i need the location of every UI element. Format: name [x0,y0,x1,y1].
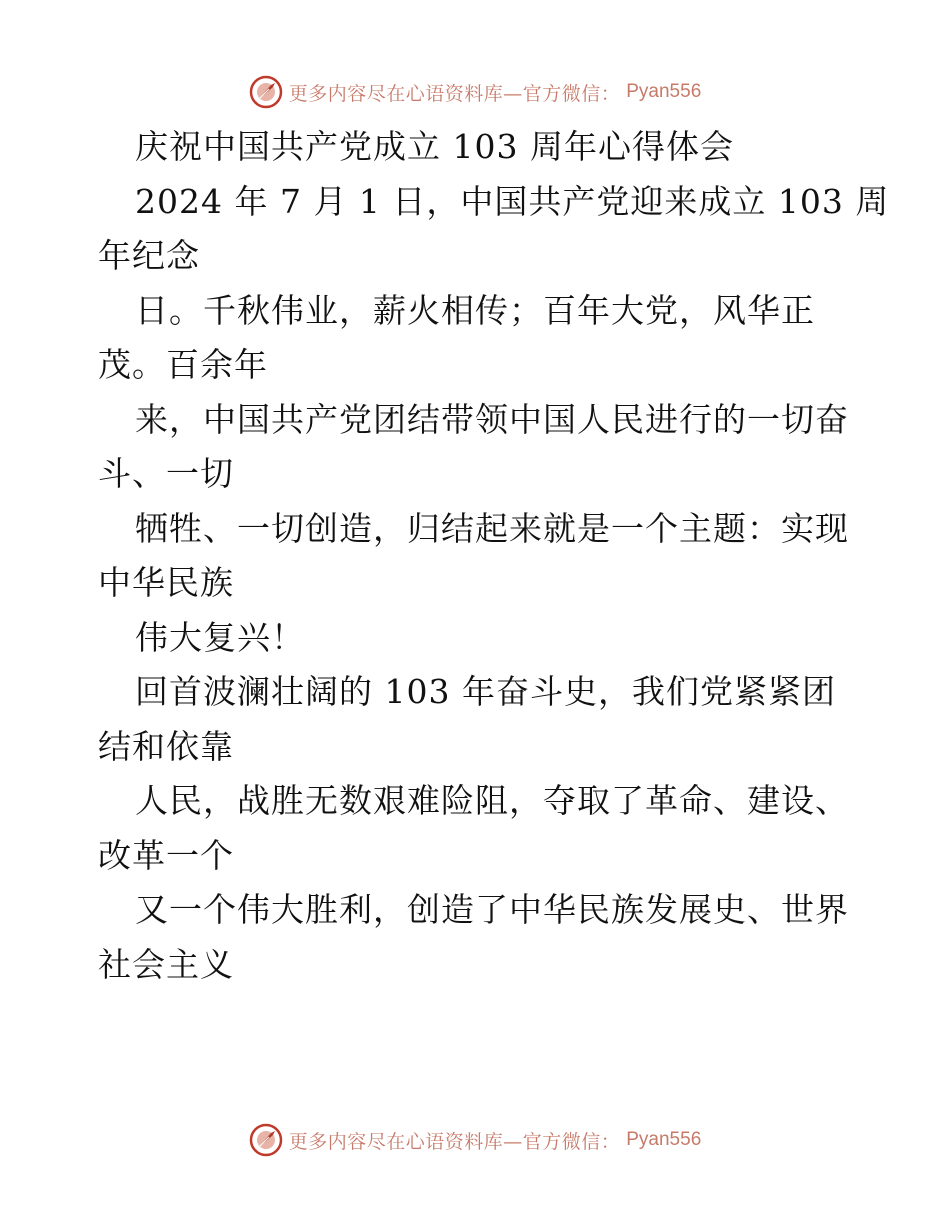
paragraph-line: 伟大复兴！ [135,617,305,657]
paragraph-line: 社会主义 [98,944,234,984]
paragraph-line: 斗、一切 [98,454,234,493]
paragraph-line: 2024 年 7 月 1 日，中国共产党迎来成立 103 周 [135,181,890,221]
header-banner-text: 更多内容尽在心语资料库—官方微信： [288,82,621,105]
paragraph-line: 人民，战胜无数艰难险阻，夺取了革命、建设、 [135,781,849,820]
footer-banner-text: 更多内容尽在心语资料库—官方微信： [288,1130,621,1153]
header-watermark-banner [0,72,950,112]
footer-watermark-banner [0,1120,950,1160]
paragraph-line: 年纪念 [98,236,200,275]
paragraph-line: 改革一个 [98,835,234,875]
paragraph-line: 结和依靠 [98,726,234,766]
paragraph-line: 日。千秋伟业，薪火相传；百年大党，风华正 [135,290,815,330]
header-wechat-id: Pyan556 [626,81,702,102]
quill-logo-icon [249,1123,283,1157]
quill-logo-icon [249,75,283,109]
paragraph-line: 中华民族 [98,563,234,602]
paragraph-line: 牺牲、一切创造，归结起来就是一个主题：实现 [135,508,849,548]
paragraph-line: 回首波澜壮阔的 103 年奋斗史，我们党紧紧团 [135,672,836,711]
paragraph-line: 茂。百余年 [98,345,268,384]
footer-wechat-id: Pyan556 [626,1129,702,1150]
paragraph-line: 又一个伟大胜利，创造了中华民族发展史、世界 [135,890,849,929]
document-title: 庆祝中国共产党成立 103 周年心得体会 [135,127,734,166]
paragraph-line: 来，中国共产党团结带领中国人民进行的一切奋 [135,399,849,439]
document-body [98,120,890,992]
